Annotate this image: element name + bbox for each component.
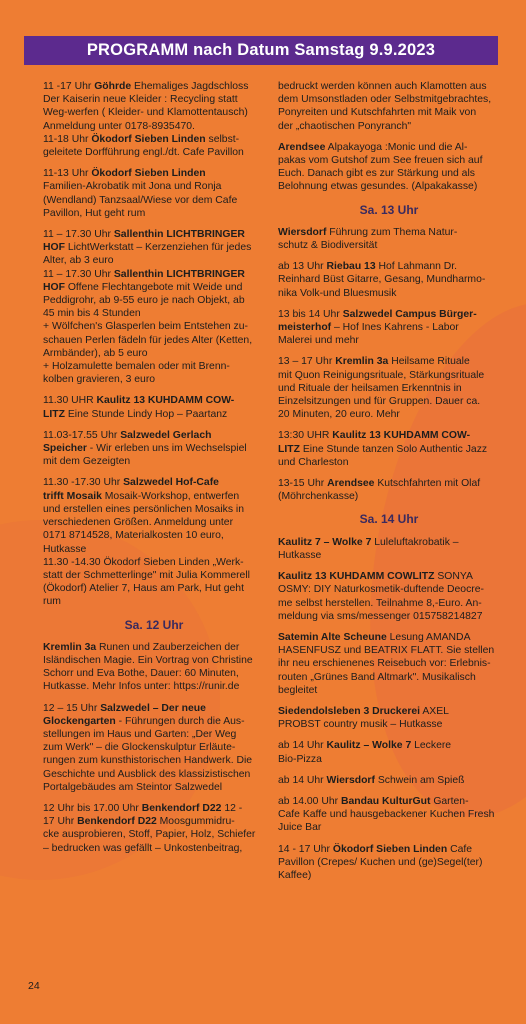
venue-name: Glockengarten xyxy=(43,715,116,727)
venue-name: Wiersdorf xyxy=(326,774,375,786)
program-entry xyxy=(43,476,265,608)
entry-line: meldung via sms/messenger 015758214827 xyxy=(278,610,483,622)
program-entry xyxy=(43,802,265,855)
venue-name: Siedendolsleben 3 Druckerei xyxy=(278,705,421,717)
entry-line: mit Quon Reinigungsrituale, Stärkungsrituale xyxy=(278,369,485,381)
venue-name: Kaulitz – Wolke 7 xyxy=(326,740,412,752)
entry-line: 11.30 -17.30 Uhr Salzwedel Hof-Cafe xyxy=(43,477,219,489)
venue-name: Wiersdorf xyxy=(278,226,327,238)
venue-name: Kaulitz 13 KUHDAMM COW- xyxy=(332,430,471,442)
venue-name: LITZ xyxy=(278,443,300,455)
program-entry xyxy=(278,795,500,835)
entry-line: 13:30 UHR Kaulitz 13 KUHDAMM COW- xyxy=(278,430,471,442)
venue-name: Ökodorf Sieben Linden xyxy=(332,843,448,855)
program-entry xyxy=(278,774,500,787)
venue-name: LITZ xyxy=(43,408,65,420)
entry-line: Bio-Pizza xyxy=(278,753,322,765)
entry-line: Armbänder), ab 5 euro xyxy=(43,347,148,359)
entry-line: kolben gravieren, 3 euro xyxy=(43,374,156,386)
venue-name: Benkendorf D22 xyxy=(77,816,157,828)
entry-line: HASENFUSZ und BEATRIX FLATT. Sie stellen xyxy=(278,645,495,657)
program-entry xyxy=(278,308,500,348)
entry-line: Der Kaiserin neue Kleider : Recycling statt xyxy=(43,94,238,106)
program-column-right xyxy=(278,80,500,890)
entry-line: geleitete Dorfführung engl./dt. Cafe Pavillon xyxy=(43,147,244,159)
entry-line: Einzelsitzungen und für Gruppen. Dauer ca. xyxy=(278,396,481,408)
time-heading: Sa. 12 Uhr xyxy=(124,617,184,632)
entry-line: dem Umsonstladen oder Selbstmitgebrachtes, xyxy=(278,94,492,106)
entry-line: (Möhrchenkasse) xyxy=(278,491,359,503)
entry-line: statt der Schmetterlinge" mit Julia Kommerell xyxy=(43,569,250,581)
time-heading: Sa. 14 Uhr xyxy=(359,512,419,527)
entry-line: 11.30 -14.30 Ökodorf Sieben Linden „Werk- xyxy=(43,556,244,568)
entry-line: verschiedenen Größen. Anmeldung unter xyxy=(43,517,234,529)
program-entry xyxy=(278,705,500,731)
venue-name: HOF xyxy=(43,281,65,293)
venue-name: Ökodorf Sieben Linden xyxy=(91,168,206,180)
venue-name: Bandau KulturGut xyxy=(340,795,431,807)
entry-line: Alter, ab 3 euro xyxy=(43,255,114,267)
entry-line: 11.30 UHR Kaulitz 13 KUHDAMM COW- xyxy=(43,395,235,407)
entry-line: nika Volk-und Bluesmusik xyxy=(278,287,397,299)
entry-line: Kaulitz 7 – Wolke 7 Luleluftakrobatik – xyxy=(278,536,459,548)
program-entry xyxy=(278,429,500,469)
page-title: PROGRAMM nach Datum Samstag 9.9.2023 xyxy=(86,41,436,59)
entry-line: Hutkasse xyxy=(43,543,87,555)
program-entry xyxy=(278,477,500,503)
program-entry xyxy=(43,167,265,220)
entry-line: HOF LichtWerkstatt – Kerzenziehen für jedes xyxy=(43,242,252,254)
entry-line: Belohnung etwas gesundes. (Alpakakasse) xyxy=(278,181,478,193)
program-entry xyxy=(43,228,265,386)
entry-line: 12 – 15 Uhr Salzwedel – Der neue xyxy=(43,702,206,714)
entry-line: trifft Mosaik Mosaik-Workshop, entwerfen xyxy=(43,490,240,502)
program-entry xyxy=(43,80,265,159)
program-entry xyxy=(278,843,500,883)
program-entry xyxy=(278,141,500,194)
program-entry xyxy=(43,394,265,420)
venue-name: meisterhof xyxy=(278,322,332,334)
entry-line: Arendsee Alpakayoga :Monic und die Al- xyxy=(278,141,468,153)
venue-name: Arendsee xyxy=(278,141,326,153)
venue-name: Sallenthin LICHTBRINGER xyxy=(113,268,245,280)
entry-line: (Wendland) Tanzsaal/Wiese vor dem Cafe xyxy=(43,194,238,206)
entry-line: PROBST country musik – Hutkasse xyxy=(278,719,443,731)
page-number: 24 xyxy=(28,980,40,992)
entry-line: begleitet xyxy=(278,684,318,696)
entry-line: Isländischen Magie. Ein Vortrag von Christine xyxy=(43,654,253,666)
entry-line: Portalgebäudes am Steintor Salzwedel xyxy=(43,781,223,793)
entry-line: ab 13 Uhr Riebau 13 Hof Lahmann Dr. xyxy=(278,261,458,273)
venue-name: Ökodorf Sieben Linden xyxy=(91,133,206,145)
entry-line: OSMY: DIY Naturkosmetik-duftende Deocre- xyxy=(278,584,484,596)
entry-line: und Charleston xyxy=(278,456,349,468)
venue-name: trifft Mosaik xyxy=(43,490,102,502)
entry-line: 13 – 17 Uhr Kremlin 3a Heilsame Rituale xyxy=(278,356,470,368)
entry-line: stellungen im Haus und Garten: „Der Weg xyxy=(43,728,237,740)
program-column-left xyxy=(43,80,265,863)
program-entry xyxy=(278,355,500,421)
entry-line: Kaffee) xyxy=(278,869,312,881)
entry-line: 12 Uhr bis 17.00 Uhr Benkendorf D22 12 - xyxy=(43,802,243,814)
entry-line: Satemin Alte Scheune Lesung AMANDA xyxy=(278,631,471,643)
entry-line: Familien-Akrobatik mit Jona und Ronja xyxy=(43,181,222,193)
venue-name: Speicher xyxy=(43,443,87,455)
entry-line: Glockengarten - Führungen durch die Aus- xyxy=(43,715,245,727)
entry-line: LITZ Eine Stunde tanzen Solo Authentic Jazz xyxy=(278,443,488,455)
venue-name: Salzwedel – Der neue xyxy=(100,702,206,714)
entry-line: 13 bis 14 Uhr Salzwedel Campus Bürger- xyxy=(278,308,477,320)
venue-name: Arendsee xyxy=(327,478,375,490)
program-entry xyxy=(278,631,500,697)
venue-name: Salzwedel Gerlach xyxy=(120,429,212,441)
entry-line: bedruckt werden können auch Klamotten aus xyxy=(278,81,487,92)
program-entry xyxy=(278,226,500,252)
entry-line: ab 14 Uhr Wiersdorf Schwein am Spieß xyxy=(278,774,465,786)
entry-line: + Wölfchen's Glasperlen beim Entstehen zu- xyxy=(43,321,248,333)
entry-line: 11 – 17.30 Uhr Sallenthin LICHTBRINGER xyxy=(43,268,245,280)
entry-line: 11-18 Uhr Ökodorf Sieben Linden selbst- xyxy=(43,133,240,145)
venue-name: Göhrde xyxy=(94,81,132,92)
program-entry xyxy=(278,80,500,133)
entry-line: Hutkasse. Mehr Infos unter: https://runir.de xyxy=(43,681,240,693)
entry-line: ihr neu erschienenes Reisebuch vor: Erlebnis- xyxy=(278,658,491,670)
entry-line: Malerei und mehr xyxy=(278,335,359,347)
program-entry xyxy=(43,429,265,469)
entry-line: Pavillon (Crepes/ Kuchen und (ge)Segel(ter) xyxy=(278,856,483,868)
entry-line: ab 14 Uhr Kaulitz – Wolke 7 Leckere xyxy=(278,740,452,752)
entry-line: Schorr und Eva Bothe, Dauer: 60 Minuten, xyxy=(43,668,239,680)
entry-line: Hutkasse xyxy=(278,549,322,561)
entry-line: 14 - 17 Uhr Ökodorf Sieben Linden Cafe xyxy=(278,843,473,855)
entry-line: Ponyreiten und Kutschfahrten mit Maik von xyxy=(278,107,477,119)
entry-line: Anmeldung unter 0178-8935470. xyxy=(43,120,195,132)
entry-line: Pavillon, Hut geht rum xyxy=(43,207,146,219)
entry-line: + Holzamulette bemalen oder mit Brenn- xyxy=(43,361,230,373)
venue-name: Kremlin 3a xyxy=(43,641,97,653)
entry-line: routen „Grünes Band Altmark". Musikalisch xyxy=(278,671,476,683)
entry-line: Kremlin 3a Runen und Zauberzeichen der xyxy=(43,641,240,653)
entry-line: pakas vom Gutshof zum See freuen sich auf xyxy=(278,155,483,167)
program-entry xyxy=(278,739,500,765)
venue-name: Kaulitz 13 KUHDAMM COWLITZ xyxy=(278,571,435,583)
entry-line: 0171 8714528, Materialkosten 10 euro, xyxy=(43,530,224,542)
entry-line: Geschichte und Ausblick des klassizistischen xyxy=(43,768,251,780)
entry-line: Wiersdorf Führung zum Thema Natur- xyxy=(278,226,458,238)
entry-line: Reinhard Büst Gitarre, Gesang, Mundharmo- xyxy=(278,274,486,286)
entry-line: schauen Perlen fädeln für jedes Alter (Ketten, xyxy=(43,334,253,346)
venue-name: Sallenthin LICHTBRINGER xyxy=(113,229,245,241)
entry-line: 20 Minuten, 20 euro. Mehr xyxy=(278,409,400,421)
venue-name: Kaulitz 13 KUHDAMM COW- xyxy=(96,395,235,407)
entry-line: Siedendolsleben 3 Druckerei AXEL xyxy=(278,705,449,717)
entry-line: rum xyxy=(43,596,61,608)
entry-line: meisterhof – Hof Ines Kahrens - Labor xyxy=(278,322,459,334)
program-entry xyxy=(43,702,265,794)
entry-line: cke ausprobieren, Stoff, Papier, Holz, Schiefer xyxy=(43,829,256,841)
program-entry xyxy=(43,641,265,694)
venue-name: Kaulitz 7 – Wolke 7 xyxy=(278,536,372,548)
entry-line: Kaulitz 13 KUHDAMM COWLITZ SONYA xyxy=(278,571,473,583)
entry-line: – bedrucken was gefällt – Unkostenbeitrag, xyxy=(43,842,243,854)
entry-line: und Rituale der heilsamen Erkenntnis in xyxy=(278,382,462,394)
entry-line: 11.03-17.55 Uhr Salzwedel Gerlach xyxy=(43,429,212,441)
entry-line: Juice Bar xyxy=(278,822,322,834)
venue-name: Riebau 13 xyxy=(326,261,376,273)
entry-line: LITZ Eine Stunde Lindy Hop – Paartanz xyxy=(43,408,228,420)
program-entry xyxy=(278,260,500,300)
entry-line: mit dem Gezeigten xyxy=(43,456,131,468)
venue-name: Satemin Alte Scheune xyxy=(278,631,387,643)
entry-line: Weg-werfen ( Kleider- und Klamottentausch) xyxy=(43,107,248,119)
entry-line: (Ökodorf) Atelier 7, Haus am Park, Hut geht xyxy=(43,583,244,595)
time-heading: Sa. 13 Uhr xyxy=(359,202,419,217)
entry-line: me selbst herstellen. Teilnahme 8,-Euro. An- xyxy=(278,597,482,609)
entry-line: rungen zum kunsthistorischen Handwerk. Die xyxy=(43,755,253,767)
venue-name: Kremlin 3a xyxy=(335,356,389,368)
entry-line: HOF Offene Flechtangebote mit Weide und xyxy=(43,281,243,293)
entry-line: zum Werk" – die Glockenskulptur Erläute- xyxy=(43,742,236,754)
entry-line: 45 min bis 4 Stunden xyxy=(43,308,141,320)
venue-name: Salzwedel Hof-Cafe xyxy=(123,477,219,489)
entry-line: und erstellen eines persönlichen Mosaiks in xyxy=(43,503,244,515)
entry-line: 11 -17 Uhr Göhrde Ehemaliges Jagdschloss xyxy=(43,81,249,92)
entry-line: Speicher - Wir erleben uns im Wechselspiel xyxy=(43,443,247,455)
entry-line: ab 14.00 Uhr Bandau KulturGut Garten- xyxy=(278,795,469,807)
entry-line: schutz & Biodiversität xyxy=(278,240,378,252)
entry-line: Peddigrohr, ab 9-55 euro je nach Objekt, ab xyxy=(43,295,245,307)
page-title-banner xyxy=(24,36,498,65)
entry-line: 11 – 17.30 Uhr Sallenthin LICHTBRINGER xyxy=(43,229,245,241)
program-entry xyxy=(278,570,500,623)
program-entry xyxy=(278,536,500,562)
entry-line: der „chaotischen Ponyranch" xyxy=(278,120,412,132)
venue-name: Benkendorf D22 xyxy=(141,802,222,814)
entry-line: Euch. Danach gibt es zur Stärkung und als xyxy=(278,168,475,180)
venue-name: Salzwedel Campus Bürger- xyxy=(342,308,477,320)
entry-line: 17 Uhr Benkendorf D22 Moosgummidru- xyxy=(43,816,235,828)
entry-line: Cafe Kaffe und hausgebackener Kuchen Fresh xyxy=(278,809,495,821)
entry-line: 11-13 Uhr Ökodorf Sieben Linden xyxy=(43,168,206,180)
venue-name: HOF xyxy=(43,242,65,254)
entry-line: 13-15 Uhr Arendsee Kutschfahrten mit Olaf xyxy=(278,478,481,490)
